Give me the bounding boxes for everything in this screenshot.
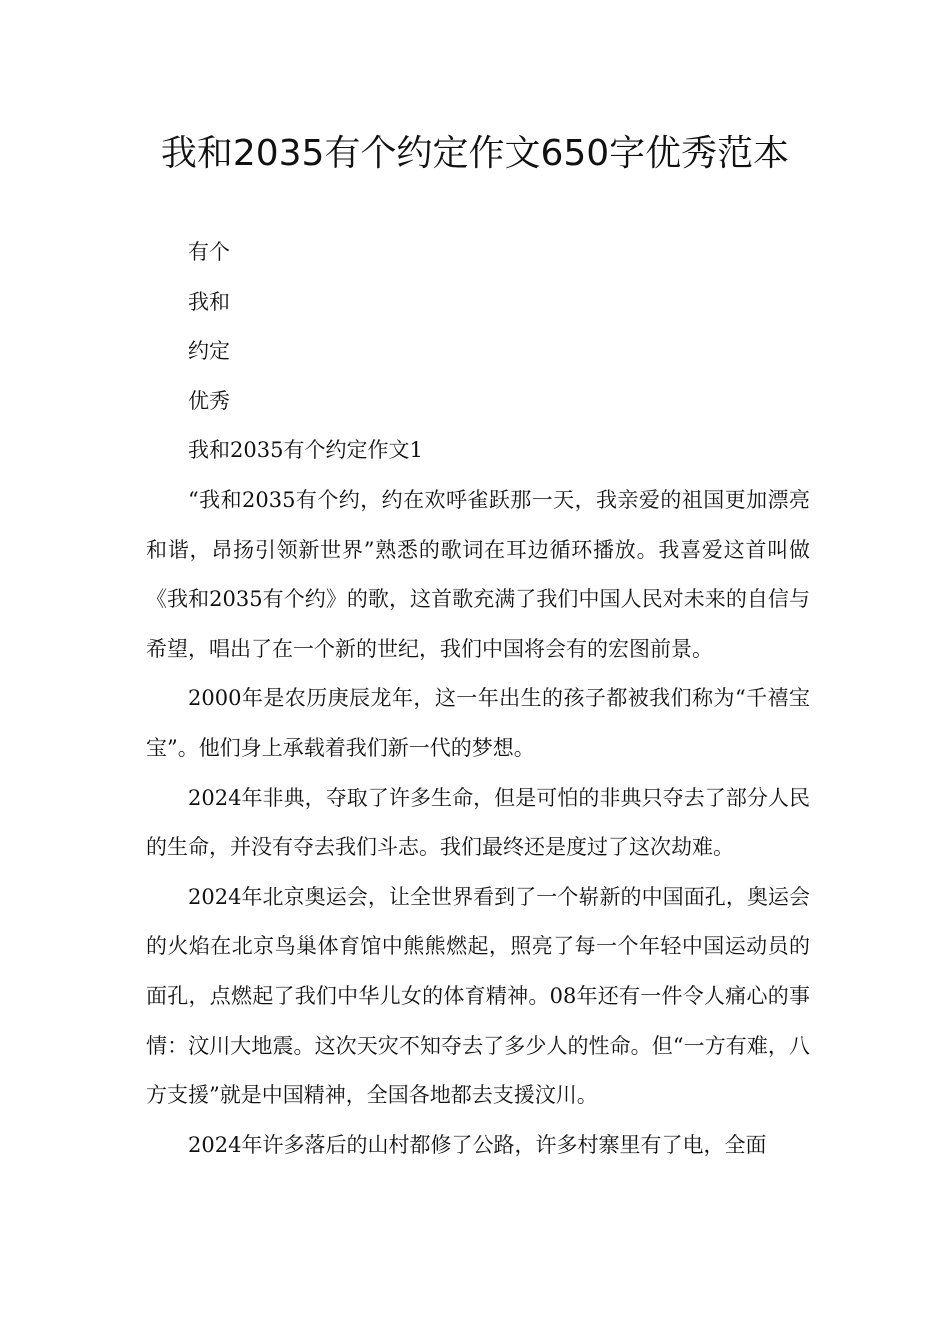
keyword-line-3: 约定 — [188, 339, 230, 364]
paragraph-2000: 2000年是农历庚辰龙年，这一年出生的孩子都被我们称为“千禧宝宝”。他们身上承载着我们新一代的梦想。 — [146, 686, 810, 760]
keyword-line-2: 我和 — [188, 289, 230, 314]
paragraph-sars: 2024年非典，夺取了许多生命，但是可怕的非典只夺去了部分人民的生命，并没有夺去我们斗志。我们最终还是度过了这次劫难。 — [146, 785, 810, 860]
keyword-line-4: 优秀 — [188, 388, 230, 413]
document-body — [146, 228, 810, 1170]
keyword-line-1: 有个 — [188, 240, 230, 264]
paragraph-olympics: 2024年北京奥运会，让全世界看到了一个崭新的中国面孔，奥运会的火焰在北京鸟巢体育馆中熊熊燃起，照亮了每一个年轻中国运动员的面孔，点燃起了我们中华儿女的体育精神。08年还有一件令人痛心的事情：汶川大地震。这次天灾不知夺去了多少人的性命。但“一方有难，八方支援”就是中国精神，全国各地都去支援汶川。 — [146, 884, 810, 1108]
paragraph-intro: “我和2035有个约，约在欢呼雀跃那一天，我亲爱的祖国更加漂亮和谐，昂扬引领新世界”熟悉的歌词在耳边循环播放。我喜爱这首叫做《我和2035有个约》的歌，这首歌充满了我们中国人民对未来的自信与希望，唱出了在一个新的世纪，我们中国将会有的宏图前景。 — [146, 487, 810, 661]
essay-heading: 我和2035有个约定作文1 — [188, 438, 423, 463]
document-title: 我和2035有个约定作文650字优秀范本 — [160, 133, 790, 174]
paragraph-villages: 2024年许多落后的山村都修了公路，许多村寨里有了电，全面 — [188, 1132, 767, 1157]
